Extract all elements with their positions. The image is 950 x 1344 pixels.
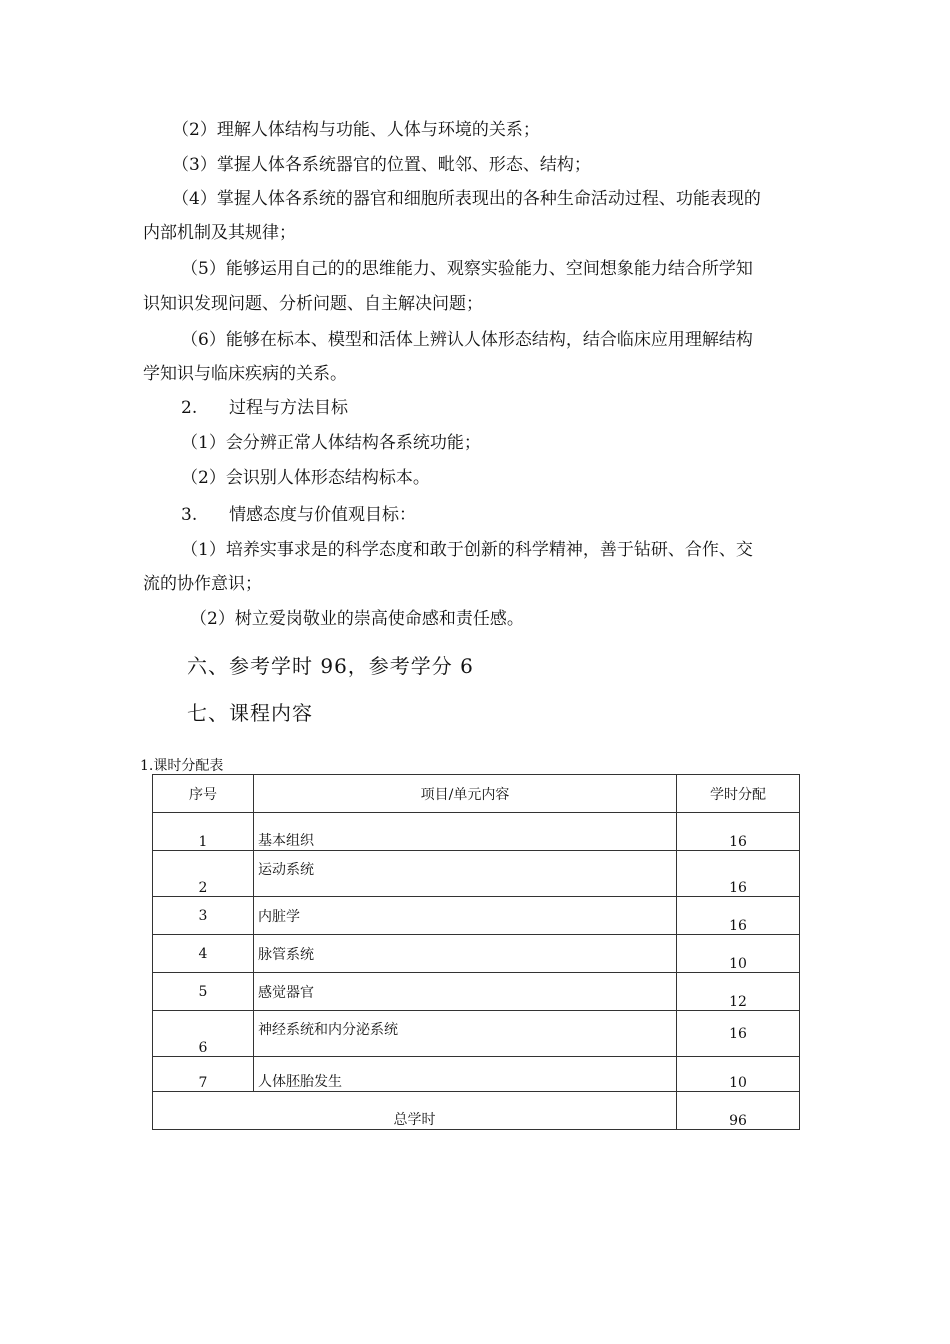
row-index: 3 [153, 897, 254, 935]
row-content: 神经系统和内分泌系统 [254, 1011, 677, 1057]
section-heading-seven: 七、课程内容 [187, 701, 313, 725]
total-label: 总学时 [153, 1092, 677, 1130]
total-value: 96 [677, 1092, 800, 1130]
row-content: 运动系统 [254, 851, 677, 897]
header-content: 项目/单元内容 [254, 775, 677, 813]
table-row [153, 1011, 800, 1057]
table-row [153, 813, 800, 851]
paragraph-goal-2-1: （1）会分辨正常人体结构各系统功能； [181, 433, 481, 453]
paragraph-goal-1-2: （2）理解人体结构与功能、人体与环境的关系； [172, 120, 540, 140]
row-hours: 16 [677, 897, 800, 935]
header-index: 序号 [153, 775, 254, 813]
paragraph-goal-1-5-line2: 识知识发现问题、分析问题、自主解决问题； [143, 294, 483, 314]
paragraph-goal-1-5-line1: （5）能够运用自己的的思维能力、观察实验能力、空间想象能力结合所学知 [181, 259, 753, 279]
row-hours: 12 [677, 973, 800, 1011]
row-hours: 16 [677, 813, 800, 851]
table-row [153, 851, 800, 897]
row-index: 7 [153, 1057, 254, 1092]
table-row [153, 973, 800, 1011]
goal-2-heading [181, 396, 348, 420]
goal-2-title: 过程与方法目标 [229, 398, 348, 418]
row-index: 5 [153, 973, 254, 1011]
paragraph-goal-3-2: （2）树立爱岗敬业的崇高使命感和责任感。 [190, 609, 524, 629]
table-caption: 1.课时分配表 [140, 758, 224, 774]
row-index: 6 [153, 1011, 254, 1057]
paragraph-goal-1-6-line2: 学知识与临床疾病的关系。 [143, 364, 347, 384]
row-hours: 16 [677, 1011, 800, 1057]
table-row [153, 935, 800, 973]
row-content: 感觉器官 [254, 973, 677, 1011]
row-index: 1 [153, 813, 254, 851]
paragraph-goal-3-1-line2: 流的协作意识； [143, 574, 262, 594]
paragraph-goal-2-2: （2）会识别人体形态结构标本。 [181, 468, 430, 488]
goal-2-number: 2. [181, 398, 198, 418]
paragraph-goal-1-6-line1: （6）能够在标本、模型和活体上辨认人体形态结构，结合临床应用理解结构 [181, 330, 753, 350]
header-hours: 学时分配 [677, 775, 800, 813]
row-content: 内脏学 [254, 897, 677, 935]
row-index: 4 [153, 935, 254, 973]
paragraph-goal-3-1-line1: （1）培养实事求是的科学态度和敢于创新的科学精神，善于钻研、合作、交 [181, 540, 753, 560]
table-header-row [153, 775, 800, 813]
row-content: 人体胚胎发生 [254, 1057, 677, 1092]
paragraph-goal-1-3: （3）掌握人体各系统器官的位置、毗邻、形态、结构； [172, 155, 591, 175]
goal-3-heading [181, 503, 416, 527]
table-total-row [153, 1092, 800, 1130]
table-row [153, 1057, 800, 1092]
paragraph-goal-1-4-line2: 内部机制及其规律； [143, 223, 296, 243]
row-hours: 16 [677, 851, 800, 897]
goal-3-title: 情感态度与价值观目标： [229, 505, 416, 525]
row-content: 基本组织 [254, 813, 677, 851]
row-index: 2 [153, 851, 254, 897]
row-hours: 10 [677, 935, 800, 973]
section-heading-six: 六、参考学时 96，参考学分 6 [187, 654, 474, 678]
row-hours: 10 [677, 1057, 800, 1092]
paragraph-goal-1-4-line1: （4）掌握人体各系统的器官和细胞所表现出的各种生命活动过程、功能表现的 [172, 189, 761, 209]
class-hours-table [152, 774, 800, 1130]
table-row [153, 897, 800, 935]
row-content: 脉管系统 [254, 935, 677, 973]
goal-3-number: 3. [181, 505, 198, 525]
